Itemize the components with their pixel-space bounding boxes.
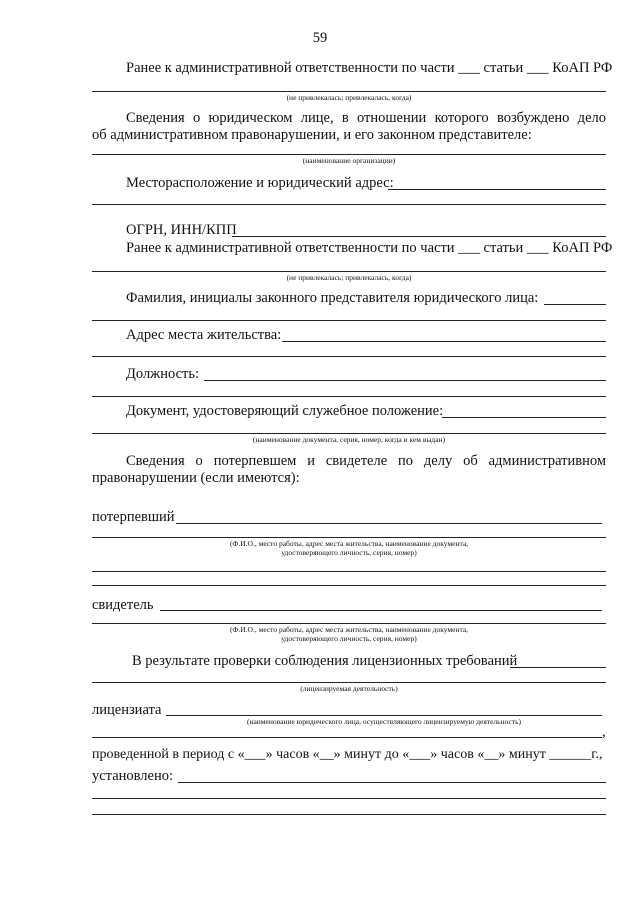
address-line-1[interactable]	[388, 189, 606, 190]
legal-entity-intro-2: об административном правонарушении, и его законном представителе:	[92, 127, 532, 143]
licensee-label: лицензиата	[92, 702, 162, 718]
licensee-line-2[interactable]	[92, 737, 602, 738]
licensee-comma: ,	[602, 724, 606, 740]
victim-line-1[interactable]	[176, 523, 602, 524]
licensee-line-1[interactable]	[166, 715, 602, 716]
address-line-2[interactable]	[92, 204, 606, 205]
established-label: установлено:	[92, 768, 174, 784]
residence-label: Адрес места жительства:	[126, 327, 282, 343]
victim-line-4[interactable]	[92, 585, 606, 586]
entity-earlier-liability-line[interactable]	[92, 271, 606, 272]
witnesses-intro-1: Сведения о потерпевшем и свидетеле по делу об административном	[126, 453, 606, 469]
victim-label: потерпевший	[92, 509, 175, 525]
established-line-2[interactable]	[92, 798, 606, 799]
ogrn-label: ОГРН, ИНН/КПП	[126, 222, 237, 238]
service-document-caption: (наименование документа, серия, номер, когда и кем выдан)	[252, 435, 446, 444]
activity-caption: (лицензируемая деятельность)	[300, 684, 398, 693]
page-number: 59	[312, 30, 328, 46]
position-line-2[interactable]	[92, 396, 606, 397]
established-line-3[interactable]	[92, 814, 606, 815]
earlier-liability-line[interactable]	[92, 91, 606, 92]
witness-caption-2: удостоверяющего личность, серия, номер)	[281, 634, 417, 643]
position-label: Должность:	[126, 366, 199, 382]
position-line-1[interactable]	[204, 380, 606, 381]
representative-line-2[interactable]	[92, 320, 606, 321]
residence-line-2[interactable]	[92, 356, 606, 357]
service-document-line-2[interactable]	[92, 433, 606, 434]
residence-line-1[interactable]	[282, 341, 606, 342]
license-check-line-2[interactable]	[92, 682, 606, 683]
witness-label: свидетель	[92, 597, 154, 613]
address-label: Месторасположение и юридический адрес:	[126, 175, 394, 191]
representative-label: Фамилия, инициалы законного представителя юридического лица:	[126, 290, 539, 306]
organization-caption: (наименование организации)	[302, 156, 396, 165]
entity-earlier-liability-label: Ранее к административной ответственности по части ___ статьи ___ КоАП РФ	[126, 240, 613, 256]
period-label: проведенной в период с «___» часов «__» минут до «___» часов «__» минут ______г.,	[92, 747, 603, 762]
licensee-caption: (наименование юридического лица, осуществляющего лицензируемую деятельность)	[246, 717, 522, 726]
license-check-label: В результате проверки соблюдения лицензионных требований	[132, 653, 518, 669]
earlier-liability-label: Ранее к административной ответственности по части ___ статьи ___ КоАП РФ	[126, 60, 613, 76]
service-document-line-1[interactable]	[442, 417, 606, 418]
victim-caption-1: (Ф.И.О., место работы, адрес места жительства, наименование документа,	[229, 539, 469, 548]
victim-line-3[interactable]	[92, 571, 606, 572]
entity-earlier-liability-caption: (не привлекалась; привлекалась, когда)	[286, 273, 412, 282]
witness-line-2[interactable]	[92, 623, 606, 624]
victim-caption-2: удостоверяющего личность, серия, номер)	[281, 548, 417, 557]
organization-line[interactable]	[92, 154, 606, 155]
witnesses-intro-2: правонарушении (если имеются):	[92, 470, 300, 486]
witness-caption-1: (Ф.И.О., место работы, адрес места жительства, наименование документа,	[229, 625, 469, 634]
witness-line-1[interactable]	[160, 610, 602, 611]
victim-line-2[interactable]	[92, 537, 606, 538]
service-document-label: Документ, удостоверяющий служебное положение:	[126, 403, 444, 419]
ogrn-line[interactable]	[232, 236, 606, 237]
representative-line-1[interactable]	[544, 304, 606, 305]
established-line-1[interactable]	[178, 782, 606, 783]
earlier-liability-caption: (не привлекалась; привлекалась, когда)	[286, 93, 412, 102]
legal-entity-intro-1: Сведения о юридическом лице, в отношении которого возбуждено дело	[126, 110, 606, 126]
license-check-line-1[interactable]	[510, 667, 606, 668]
